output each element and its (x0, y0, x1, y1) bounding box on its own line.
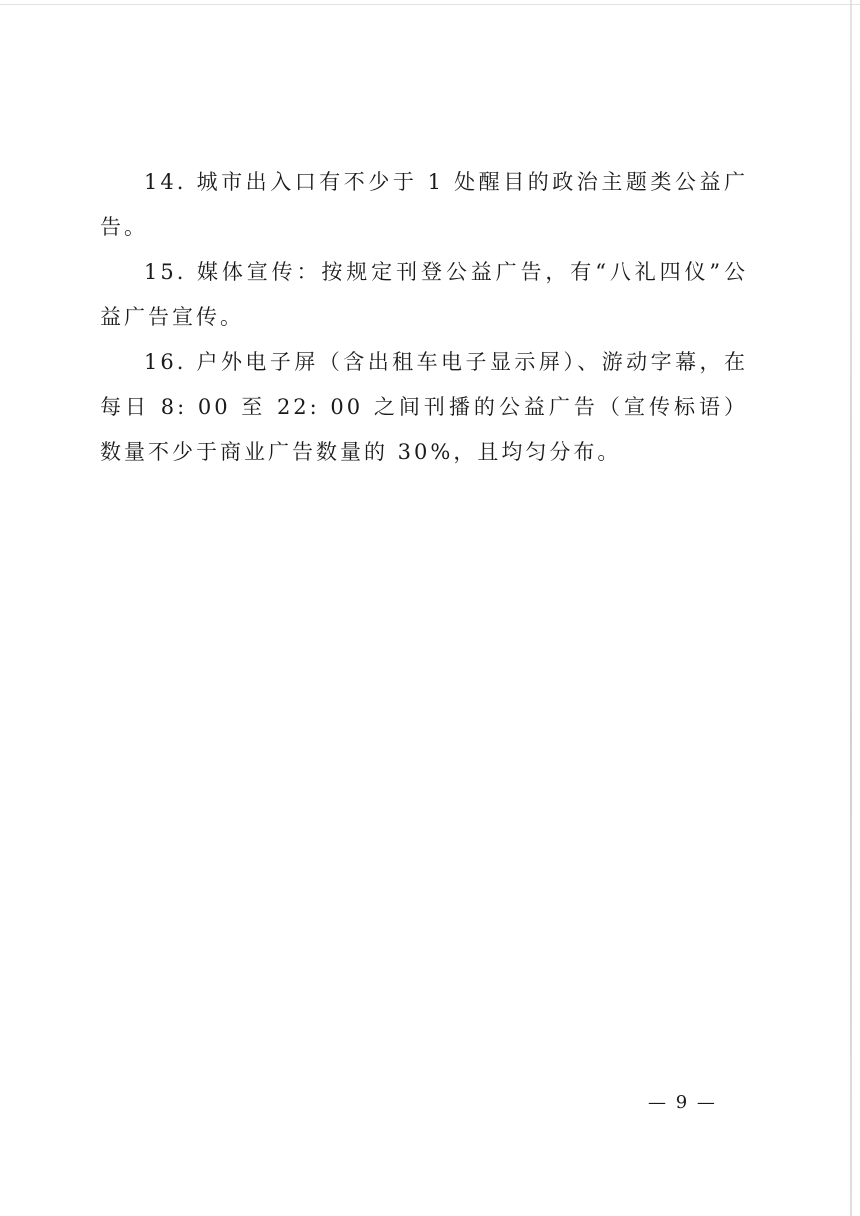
body-text (100, 160, 748, 475)
scan-edge-right (850, 0, 852, 1216)
scan-edge-top (0, 4, 860, 5)
paragraph-15: 15. 媒体宣传：按规定刊登公益广告，有“八礼四仪”公益广告宣传。 (100, 260, 748, 329)
paragraph-16: 16. 户外电子屏（含出租车电子显示屏）、游动字幕，在每日 8: 00 至 22: 00 之间刊播的公益广告（宣传标语）数量不少于商业广告数量的 30%，且均匀分布。 (100, 350, 748, 464)
page-number: — 9 — (648, 1092, 717, 1113)
paragraph-14: 14. 城市出入口有不少于 1 处醒目的政治主题类公益广告。 (100, 170, 748, 239)
